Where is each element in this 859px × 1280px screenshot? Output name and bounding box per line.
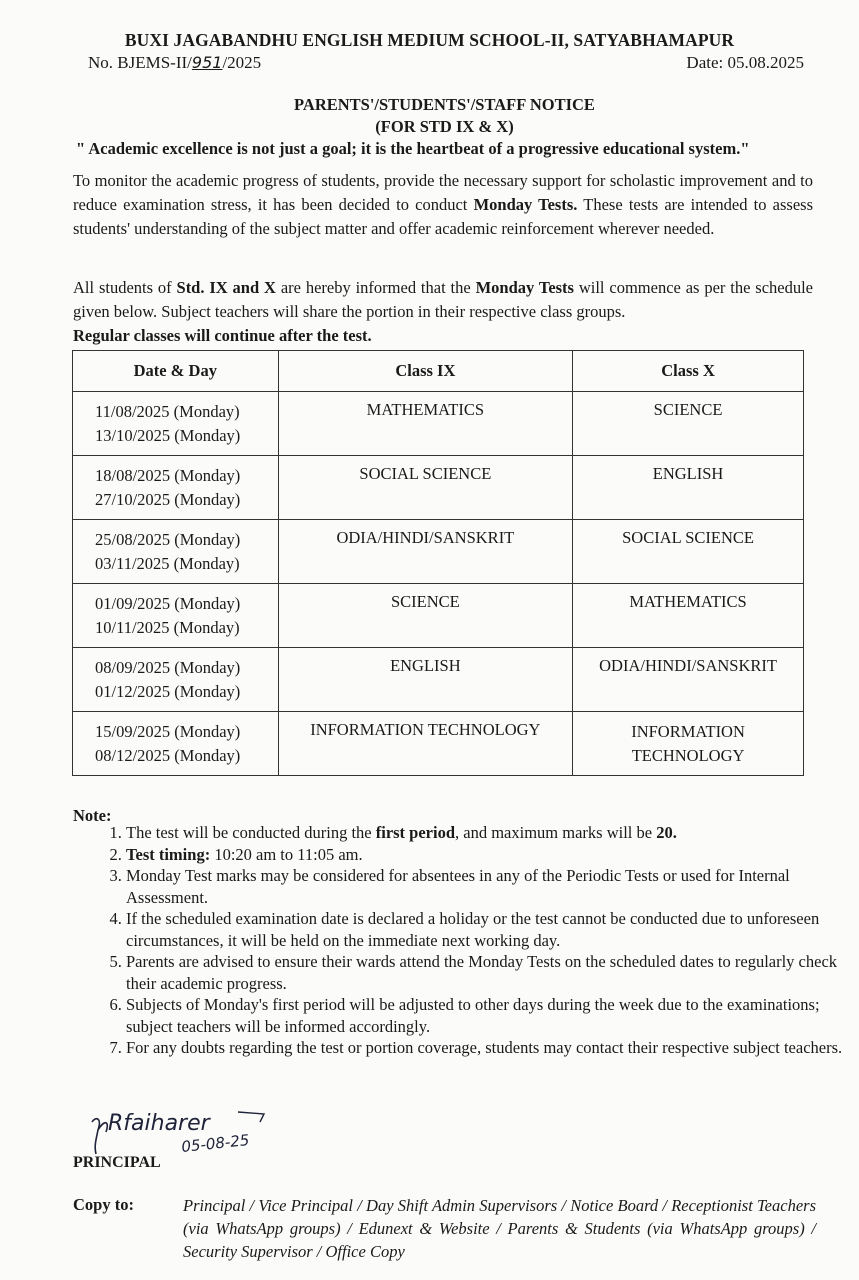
class-ix-subject: ODIA/HINDI/SANSKRIT [278,520,573,584]
list-item: 6. Subjects of Monday's first period will be adjusted to other days during the week due to the examinations; subject teachers will be informed accordingly. [126,994,859,1037]
svg-text:05-08-25: 05-08-25 [180,1130,251,1156]
table-header-row [73,351,804,392]
notes-heading: Note: [73,806,112,825]
notice-subtitle: (FOR STD IX & X) [375,117,514,136]
class-x-subject: SCIENCE [573,392,804,456]
class-x-subject: ODIA/HINDI/SANSKRIT [573,648,804,712]
header-class-ix: Class IX [278,351,573,392]
table-row [73,456,804,520]
schedule-paragraph: All students of Std. IX and X are hereby informed that the Monday Tests will commence as per the schedule given below. Subject teachers will share the portion in their respective class groups. Regular classes will continue after the test. [73,278,814,345]
notes-list [80,822,859,1059]
handwritten-ref-number: 951 [191,53,223,72]
notice-title: PARENTS'/STUDENTS'/STAFF NOTICE [294,95,595,114]
class-ix-subject: MATHEMATICS [278,392,573,456]
class-x-subject: ENGLISH [573,456,804,520]
notice-date: Date: 05.08.2025 [686,53,804,72]
class-x-subject: SOCIAL SCIENCE [573,520,804,584]
header-class-x: Class X [573,351,804,392]
table-row [73,712,804,776]
date-cell: 01/09/2025 (Monday) 10/11/2025 (Monday) [73,584,279,648]
principal-signature [88,1100,328,1160]
class-x-subject: INFORMATION TECHNOLOGY [573,712,804,776]
list-item: 3. Monday Test marks may be considered for absentees in any of the Periodic Tests or used for Internal Assessment. [126,865,859,908]
copy-to-recipients: Principal / Vice Principal / Day Shift Admin Supervisors / Notice Board / Receptionist Teachers (via WhatsApp groups) / Edunext & Website / Parents & Students (via WhatsApp groups) / Security Supervisor / Office Copy [183,1196,816,1261]
list-item: 2. Test timing: 10:20 am to 11:05 am. [126,844,859,866]
svg-text:Rfaiharer: Rfaiharer [108,1111,210,1136]
table-row [73,392,804,456]
table-row [73,584,804,648]
date-cell: 11/08/2025 (Monday) 13/10/2025 (Monday) [73,392,279,456]
schedule-table [72,350,804,776]
class-ix-subject: ENGLISH [278,648,573,712]
school-name: BUXI JAGABANDHU ENGLISH MEDIUM SCHOOL-II, SATYABHAMAPUR [124,30,735,50]
notice-quote: " Academic excellence is not just a goal; it is the heartbeat of a progressive educational system." [76,139,750,158]
header-date-day: Date & Day [73,351,279,392]
reference-number: No. BJEMS-II/951/2025 [88,53,262,72]
list-item: 4. If the scheduled examination date is declared a holiday or the test cannot be conducted due to unforeseen circumstances, it will be held on the immediate next working day. [126,908,859,951]
date-cell: 25/08/2025 (Monday) 03/11/2025 (Monday) [73,520,279,584]
principal-label: PRINCIPAL [73,1154,161,1171]
date-cell: 08/09/2025 (Monday) 01/12/2025 (Monday) [73,648,279,712]
table-row [73,648,804,712]
class-ix-subject: SCIENCE [278,584,573,648]
class-x-subject: MATHEMATICS [573,584,804,648]
reference-line [88,53,804,73]
list-item: 1. The test will be conducted during the first period, and maximum marks will be 20. [126,822,859,844]
copy-to-label: Copy to: [73,1195,134,1214]
date-cell: 15/09/2025 (Monday) 08/12/2025 (Monday) [73,712,279,776]
list-item: 5. Parents are advised to ensure their wards attend the Monday Tests on the scheduled dates to regularly check their academic progress. [126,951,859,994]
intro-paragraph: To monitor the academic progress of students, provide the necessary support for scholastic improvement and to reduce examination stress, it has been decided to conduct Monday Tests. These tests are intended to assess students' understanding of the subject matter and offer academic reinforcement wherever needed. [73,171,814,238]
class-ix-subject: INFORMATION TECHNOLOGY [278,712,573,776]
date-cell: 18/08/2025 (Monday) 27/10/2025 (Monday) [73,456,279,520]
table-row [73,520,804,584]
class-ix-subject: SOCIAL SCIENCE [278,456,573,520]
list-item: 7. For any doubts regarding the test or portion coverage, students may contact their respective subject teachers. [126,1037,859,1059]
